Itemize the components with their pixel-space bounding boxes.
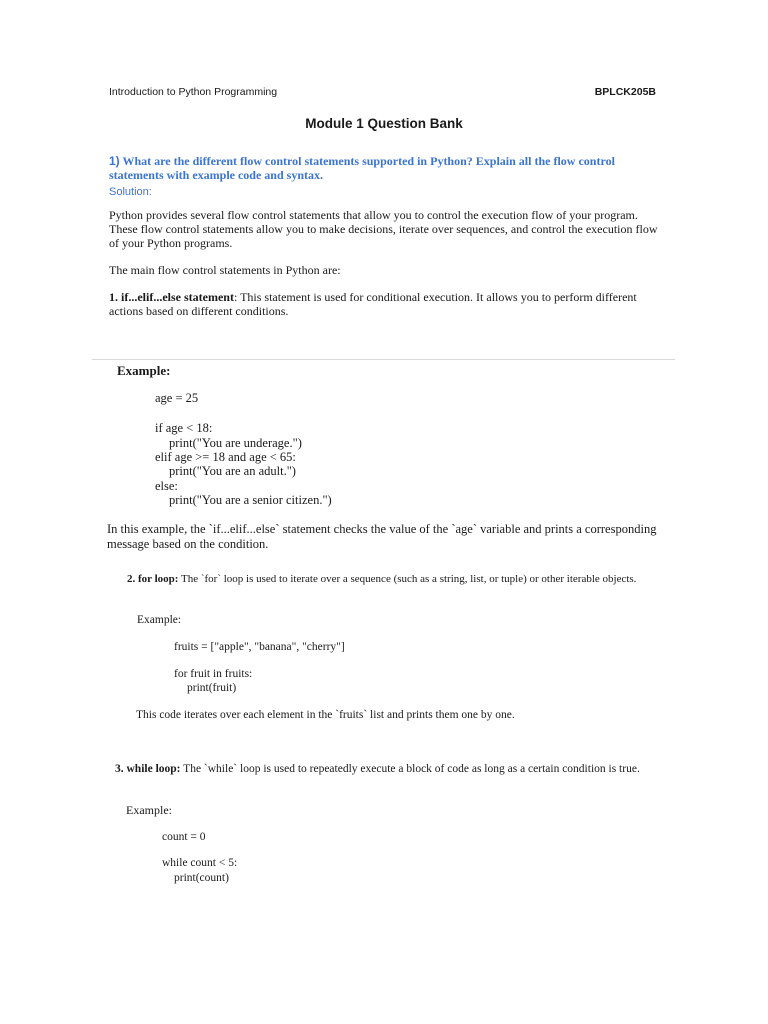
question-heading xyxy=(109,154,669,182)
solution-label: Solution: xyxy=(109,186,152,198)
item-if-elif-else xyxy=(109,290,669,318)
example1-code-line: age = 25 xyxy=(155,391,199,405)
intro-paragraph: Python provides several flow control statements that allow you to control the execution flow of your program. These flow control statements allow you to make decisions, iterate over sequences, and control the execution flow of your Python programs. xyxy=(109,208,658,250)
example3-code-line: print(count) xyxy=(174,872,229,884)
item-while-loop xyxy=(115,763,668,777)
question-text: What are the different flow control statements supported in Python? Explain all the flow control statements with example code and syntax. xyxy=(109,154,615,182)
item-if-heading: 1. if...elif...else statement xyxy=(109,290,234,304)
example1-code-line: print("You are a senior citizen.") xyxy=(169,493,332,507)
example2-code-line: print(fruit) xyxy=(187,682,237,694)
page-title: Module 1 Question Bank xyxy=(305,116,463,131)
example1-code-line: elif age >= 18 and age < 65: xyxy=(155,450,296,464)
example1-code-line: print("You are underage.") xyxy=(169,436,302,450)
page-divider xyxy=(92,359,675,360)
example2-label: Example: xyxy=(137,614,182,626)
item-for-loop xyxy=(127,573,672,586)
main-list-intro: The main flow control statements in Python are: xyxy=(109,263,341,277)
item-while-text: The `while` loop is used to repeatedly execute a block of code as long as a certain condition is true. xyxy=(180,763,640,775)
example1-label: Example: xyxy=(117,363,171,378)
item-if-text: : This statement is used for conditional execution. It allows you to perform different actions based on different conditions. xyxy=(109,290,637,318)
example1-code-line: if age < 18: xyxy=(155,421,213,435)
example2-code-line: for fruit in fruits: xyxy=(174,668,253,680)
example1-code-line: print("You are an adult.") xyxy=(169,464,296,478)
item-for-text: The `for` loop is used to iterate over a sequence (such as a string, list, or tuple) or other iterable objects. xyxy=(178,573,637,585)
question-number: 1) xyxy=(109,154,120,168)
example1-explanation: In this example, the `if...elif...else` statement checks the value of the `age` variable and prints a corresponding message based on the condition. xyxy=(107,522,657,551)
item-while-heading: 3. while loop: xyxy=(115,763,181,775)
example1-code-line: else: xyxy=(155,479,178,493)
header-course-code: BPLCK205B xyxy=(594,86,656,98)
example3-label: Example: xyxy=(126,803,172,817)
item-for-heading: 2. for loop: xyxy=(127,573,179,585)
example2-explanation: This code iterates over each element in the `fruits` list and prints them one by one. xyxy=(136,709,515,721)
example3-code-line: count = 0 xyxy=(162,831,206,843)
example3-code-line: while count < 5: xyxy=(162,857,238,869)
header-course-title: Introduction to Python Programming xyxy=(109,86,278,98)
example2-code-line: fruits = ["apple", "banana", "cherry"] xyxy=(174,641,345,653)
